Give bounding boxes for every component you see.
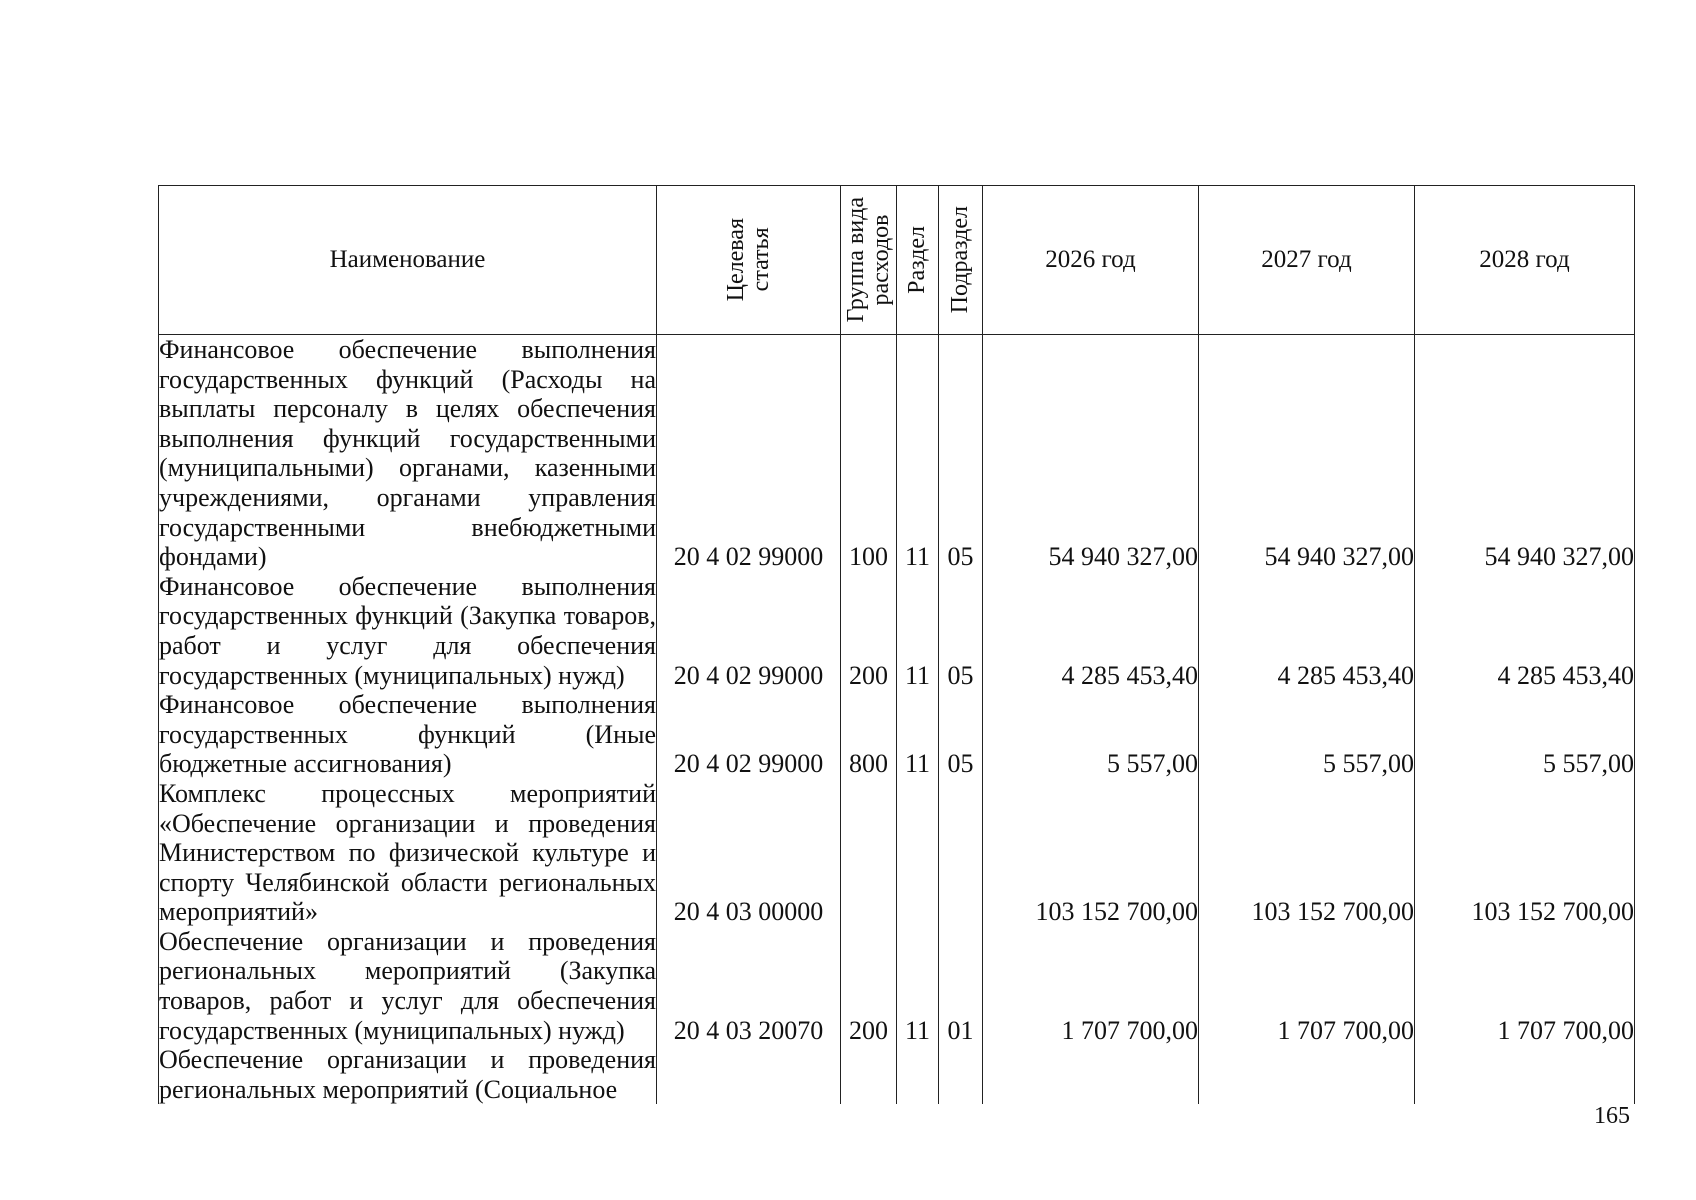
table-row <box>159 690 1635 779</box>
header-target-article-label: Целевая статья <box>722 218 774 302</box>
row-amount-2028 <box>1415 1045 1635 1104</box>
row-amount-2027: 54 940 327,00 <box>1199 335 1415 572</box>
row-expense-group: 200 <box>841 927 897 1045</box>
row-subsection <box>939 1045 983 1104</box>
row-name: Обеспечение организации и проведения региональных мероприятий (Социальное <box>159 1045 656 1104</box>
row-subsection: 05 <box>939 690 983 779</box>
row-expense-group <box>841 779 897 927</box>
row-expense-group: 800 <box>841 690 897 779</box>
row-name: Финансовое обеспечение выполнения государственных функций (Иные бюджетные ассигнования) <box>159 690 656 779</box>
row-subsection: 01 <box>939 927 983 1045</box>
row-subsection: 05 <box>939 572 983 690</box>
table-row <box>159 335 1635 572</box>
row-target-article: 20 4 03 00000 <box>657 779 841 927</box>
table-row <box>159 572 1635 690</box>
row-target-article: 20 4 02 99000 <box>657 335 841 572</box>
row-target-article: 20 4 02 99000 <box>657 690 841 779</box>
row-amount-2027: 103 152 700,00 <box>1199 779 1415 927</box>
row-amount-2026 <box>983 1045 1199 1104</box>
row-section: 11 <box>897 690 939 779</box>
row-amount-2028: 5 557,00 <box>1415 690 1635 779</box>
header-section-label: Раздел <box>904 226 930 294</box>
row-subsection <box>939 779 983 927</box>
row-amount-2027: 1 707 700,00 <box>1199 927 1415 1045</box>
header-year-2027: 2027 год <box>1199 186 1415 335</box>
header-subsection <box>939 186 983 335</box>
row-subsection: 05 <box>939 335 983 572</box>
row-amount-2027: 5 557,00 <box>1199 690 1415 779</box>
row-amount-2027: 4 285 453,40 <box>1199 572 1415 690</box>
table-row <box>159 927 1635 1045</box>
row-target-article: 20 4 02 99000 <box>657 572 841 690</box>
row-name: Обеспечение организации и проведения региональных мероприятий (Закупка товаров, работ и услуг для обеспечения государственных (муниципальных) нужд) <box>159 926 656 1045</box>
row-name: Финансовое обеспечение выполнения государственных функций (Закупка товаров, работ и услуг для обеспечения государственных (муниципальных) нужд) <box>159 571 656 690</box>
row-amount-2026: 103 152 700,00 <box>983 779 1199 927</box>
budget-table <box>158 185 1635 1104</box>
page-number: 165 <box>1594 1103 1630 1129</box>
row-amount-2026: 54 940 327,00 <box>983 335 1199 572</box>
row-amount-2028: 4 285 453,40 <box>1415 572 1635 690</box>
row-section <box>897 779 939 927</box>
row-target-article: 20 4 03 20070 <box>657 927 841 1045</box>
row-section: 11 <box>897 335 939 572</box>
row-expense-group <box>841 1045 897 1104</box>
header-expense-group-label: Группа вида расходов <box>842 197 894 323</box>
row-expense-group: 100 <box>841 335 897 572</box>
row-amount-2028: 103 152 700,00 <box>1415 779 1635 927</box>
table-header-row <box>159 186 1635 335</box>
row-amount-2028: 1 707 700,00 <box>1415 927 1635 1045</box>
row-amount-2026: 1 707 700,00 <box>983 927 1199 1045</box>
row-section: 11 <box>897 927 939 1045</box>
row-amount-2026: 4 285 453,40 <box>983 572 1199 690</box>
header-expense-group <box>841 186 897 335</box>
header-year-2028: 2028 год <box>1415 186 1635 335</box>
header-subsection-label: Подраздел <box>947 206 973 314</box>
row-amount-2026: 5 557,00 <box>983 690 1199 779</box>
row-section <box>897 1045 939 1104</box>
header-section <box>897 186 939 335</box>
table-row <box>159 779 1635 927</box>
row-expense-group: 200 <box>841 572 897 690</box>
row-name: Комплекс процессных мероприятий «Обеспечение организации и проведения Министерством по физической культуре и спорту Челябинской области региональных мероприятий» <box>159 778 656 927</box>
table-row <box>159 1045 1635 1104</box>
row-name: Финансовое обеспечение выполнения государственных функций (Расходы на выплаты персоналу в целях обеспечения выполнения функций государственными (муниципальными) органами, казенными учреждениями, органами управления государственными внебюджетными фондами) <box>159 335 656 572</box>
header-year-2026: 2026 год <box>983 186 1199 335</box>
header-name: Наименование <box>159 186 657 335</box>
row-section: 11 <box>897 572 939 690</box>
row-amount-2027 <box>1199 1045 1415 1104</box>
row-target-article <box>657 1045 841 1104</box>
row-amount-2028: 54 940 327,00 <box>1415 335 1635 572</box>
header-target-article <box>657 186 841 335</box>
